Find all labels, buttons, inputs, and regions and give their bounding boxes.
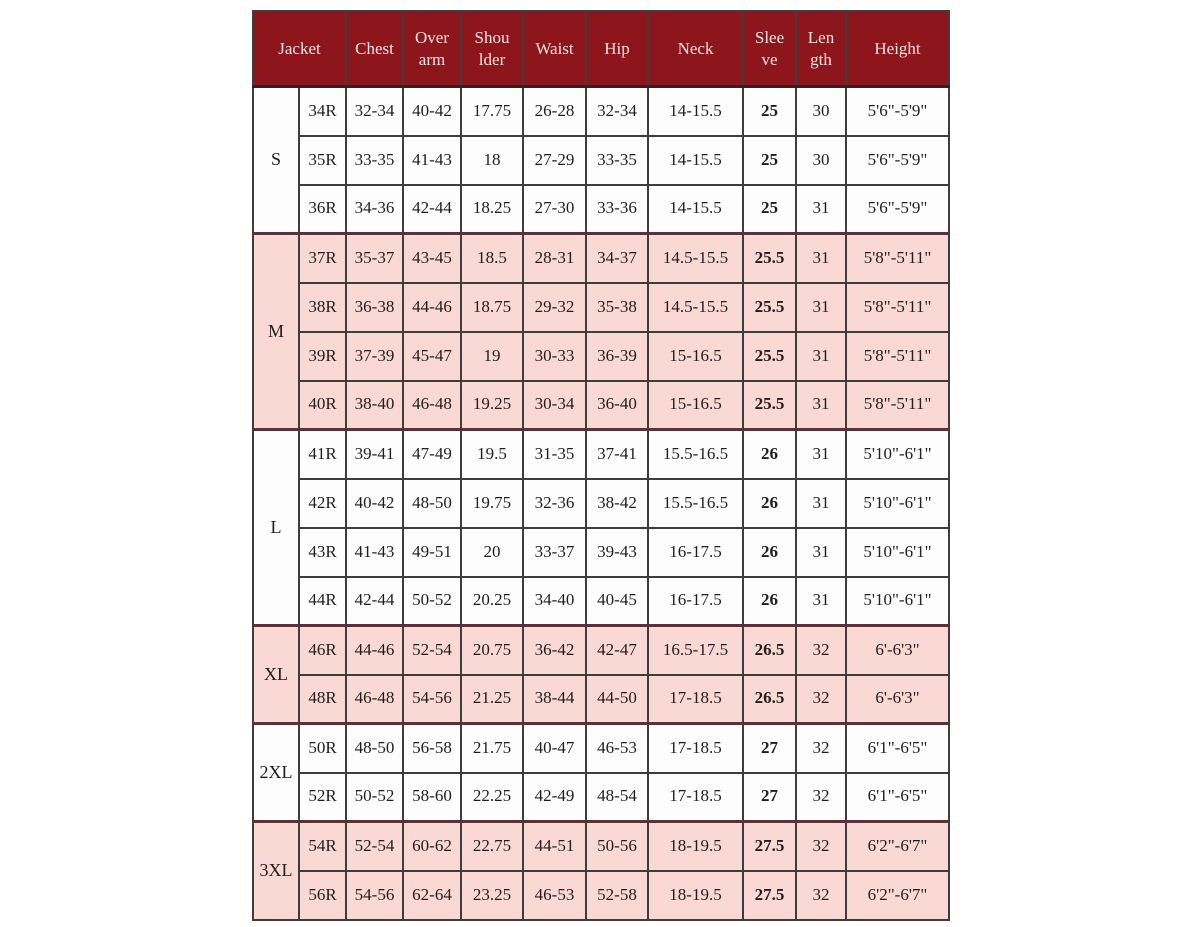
cell-shoulder: 20 [461,528,523,577]
cell-height: 5'10"-6'1" [846,430,949,479]
cell-height: 5'6"-5'9" [846,87,949,136]
cell-sleeve: 27.5 [743,822,796,871]
cell-chest: 50-52 [346,773,403,822]
cell-size: 43R [299,528,346,577]
cell-shoulder: 19.5 [461,430,523,479]
cell-shoulder: 18.5 [461,234,523,283]
cell-waist: 30-33 [523,332,586,381]
table-row [253,430,949,479]
cell-height: 6'-6'3" [846,626,949,675]
cell-shoulder: 18.25 [461,185,523,234]
cell-overarm: 49-51 [403,528,461,577]
group-cell-s: S [253,87,299,234]
cell-neck: 18-19.5 [648,822,743,871]
cell-sleeve: 25 [743,136,796,185]
header-overarm: Over arm [403,11,461,87]
cell-neck: 15-16.5 [648,381,743,430]
group-cell-2xl: 2XL [253,724,299,822]
cell-hip: 42-47 [586,626,648,675]
cell-height: 6'-6'3" [846,675,949,724]
cell-neck: 17-18.5 [648,675,743,724]
cell-overarm: 56-58 [403,724,461,773]
cell-waist: 28-31 [523,234,586,283]
cell-sleeve: 26 [743,528,796,577]
cell-length: 31 [796,234,846,283]
cell-overarm: 62-64 [403,871,461,920]
cell-hip: 33-36 [586,185,648,234]
cell-chest: 40-42 [346,479,403,528]
cell-overarm: 44-46 [403,283,461,332]
table-header [253,11,949,87]
cell-neck: 15.5-16.5 [648,479,743,528]
cell-neck: 14.5-15.5 [648,234,743,283]
cell-sleeve: 25.5 [743,381,796,430]
cell-height: 5'8"-5'11" [846,332,949,381]
cell-chest: 42-44 [346,577,403,626]
cell-overarm: 47-49 [403,430,461,479]
cell-length: 32 [796,675,846,724]
cell-waist: 27-29 [523,136,586,185]
table-row [253,381,949,430]
table-row [253,871,949,920]
cell-length: 32 [796,724,846,773]
cell-size: 54R [299,822,346,871]
header-row [253,11,949,87]
cell-overarm: 43-45 [403,234,461,283]
cell-chest: 34-36 [346,185,403,234]
cell-height: 5'6"-5'9" [846,185,949,234]
size-chart-table [252,10,950,921]
cell-shoulder: 21.25 [461,675,523,724]
cell-hip: 36-39 [586,332,648,381]
cell-length: 32 [796,626,846,675]
header-height: Height [846,11,949,87]
cell-hip: 36-40 [586,381,648,430]
cell-sleeve: 25 [743,185,796,234]
table-row [253,773,949,822]
cell-chest: 52-54 [346,822,403,871]
cell-size: 34R [299,87,346,136]
cell-shoulder: 19.25 [461,381,523,430]
cell-sleeve: 26.5 [743,675,796,724]
cell-waist: 26-28 [523,87,586,136]
cell-size: 52R [299,773,346,822]
cell-length: 31 [796,577,846,626]
cell-overarm: 40-42 [403,87,461,136]
cell-size: 37R [299,234,346,283]
cell-height: 6'1"-6'5" [846,724,949,773]
cell-height: 5'8"-5'11" [846,234,949,283]
cell-size: 39R [299,332,346,381]
cell-neck: 16-17.5 [648,528,743,577]
cell-size: 36R [299,185,346,234]
cell-hip: 40-45 [586,577,648,626]
cell-neck: 17-18.5 [648,724,743,773]
cell-shoulder: 19.75 [461,479,523,528]
cell-hip: 50-56 [586,822,648,871]
cell-chest: 41-43 [346,528,403,577]
cell-length: 31 [796,479,846,528]
cell-hip: 52-58 [586,871,648,920]
table-row [253,822,949,871]
cell-height: 6'2"-6'7" [846,822,949,871]
cell-height: 6'1"-6'5" [846,773,949,822]
header-length: Len gth [796,11,846,87]
header-hip: Hip [586,11,648,87]
cell-sleeve: 25 [743,87,796,136]
cell-neck: 16-17.5 [648,577,743,626]
table-row [253,528,949,577]
cell-height: 5'8"-5'11" [846,283,949,332]
group-cell-3xl: 3XL [253,822,299,920]
cell-chest: 44-46 [346,626,403,675]
cell-chest: 32-34 [346,87,403,136]
cell-overarm: 54-56 [403,675,461,724]
table-row [253,234,949,283]
cell-chest: 54-56 [346,871,403,920]
cell-sleeve: 27.5 [743,871,796,920]
header-waist: Waist [523,11,586,87]
header-shoulder: Shou lder [461,11,523,87]
cell-chest: 36-38 [346,283,403,332]
cell-waist: 34-40 [523,577,586,626]
header-chest: Chest [346,11,403,87]
cell-overarm: 46-48 [403,381,461,430]
cell-shoulder: 19 [461,332,523,381]
cell-shoulder: 23.25 [461,871,523,920]
cell-hip: 38-42 [586,479,648,528]
cell-hip: 46-53 [586,724,648,773]
group-cell-l: L [253,430,299,626]
cell-waist: 29-32 [523,283,586,332]
table-row [253,675,949,724]
cell-shoulder: 18.75 [461,283,523,332]
cell-size: 40R [299,381,346,430]
cell-chest: 38-40 [346,381,403,430]
cell-neck: 14-15.5 [648,185,743,234]
cell-height: 6'2"-6'7" [846,871,949,920]
cell-sleeve: 26 [743,577,796,626]
cell-length: 30 [796,136,846,185]
cell-waist: 31-35 [523,430,586,479]
cell-length: 31 [796,283,846,332]
cell-size: 48R [299,675,346,724]
cell-overarm: 48-50 [403,479,461,528]
cell-waist: 33-37 [523,528,586,577]
cell-size: 56R [299,871,346,920]
cell-sleeve: 27 [743,773,796,822]
cell-size: 50R [299,724,346,773]
cell-neck: 15-16.5 [648,332,743,381]
cell-length: 31 [796,185,846,234]
cell-shoulder: 18 [461,136,523,185]
cell-shoulder: 22.75 [461,822,523,871]
cell-overarm: 50-52 [403,577,461,626]
cell-waist: 27-30 [523,185,586,234]
cell-height: 5'8"-5'11" [846,381,949,430]
cell-waist: 42-49 [523,773,586,822]
cell-hip: 44-50 [586,675,648,724]
cell-overarm: 45-47 [403,332,461,381]
table-row [253,283,949,332]
cell-chest: 39-41 [346,430,403,479]
group-cell-xl: XL [253,626,299,724]
group-cell-m: M [253,234,299,430]
cell-overarm: 42-44 [403,185,461,234]
table-row [253,332,949,381]
cell-height: 5'10"-6'1" [846,528,949,577]
cell-shoulder: 21.75 [461,724,523,773]
cell-neck: 18-19.5 [648,871,743,920]
cell-shoulder: 17.75 [461,87,523,136]
cell-hip: 48-54 [586,773,648,822]
cell-waist: 38-44 [523,675,586,724]
cell-height: 5'6"-5'9" [846,136,949,185]
cell-length: 32 [796,773,846,822]
cell-sleeve: 25.5 [743,283,796,332]
cell-sleeve: 25.5 [743,234,796,283]
cell-waist: 36-42 [523,626,586,675]
cell-height: 5'10"-6'1" [846,577,949,626]
cell-waist: 40-47 [523,724,586,773]
cell-waist: 44-51 [523,822,586,871]
cell-neck: 15.5-16.5 [648,430,743,479]
cell-hip: 33-35 [586,136,648,185]
cell-size: 44R [299,577,346,626]
cell-hip: 39-43 [586,528,648,577]
cell-sleeve: 26.5 [743,626,796,675]
cell-chest: 46-48 [346,675,403,724]
table-row [253,479,949,528]
cell-size: 38R [299,283,346,332]
cell-overarm: 58-60 [403,773,461,822]
cell-overarm: 41-43 [403,136,461,185]
cell-size: 41R [299,430,346,479]
table-row [253,626,949,675]
cell-chest: 35-37 [346,234,403,283]
cell-neck: 14-15.5 [648,87,743,136]
cell-waist: 46-53 [523,871,586,920]
cell-size: 35R [299,136,346,185]
table-row [253,724,949,773]
cell-length: 31 [796,332,846,381]
cell-neck: 16.5-17.5 [648,626,743,675]
cell-chest: 33-35 [346,136,403,185]
cell-shoulder: 22.25 [461,773,523,822]
cell-neck: 14.5-15.5 [648,283,743,332]
cell-shoulder: 20.75 [461,626,523,675]
header-jacket: Jacket [253,11,346,87]
cell-sleeve: 26 [743,479,796,528]
cell-shoulder: 20.25 [461,577,523,626]
cell-length: 30 [796,87,846,136]
cell-height: 5'10"-6'1" [846,479,949,528]
cell-sleeve: 27 [743,724,796,773]
cell-hip: 37-41 [586,430,648,479]
cell-length: 32 [796,822,846,871]
cell-waist: 32-36 [523,479,586,528]
cell-neck: 14-15.5 [648,136,743,185]
cell-sleeve: 26 [743,430,796,479]
table-row [253,577,949,626]
cell-size: 46R [299,626,346,675]
cell-hip: 35-38 [586,283,648,332]
cell-sleeve: 25.5 [743,332,796,381]
table-row [253,87,949,136]
cell-chest: 37-39 [346,332,403,381]
header-sleeve: Slee ve [743,11,796,87]
cell-size: 42R [299,479,346,528]
cell-overarm: 52-54 [403,626,461,675]
cell-neck: 17-18.5 [648,773,743,822]
cell-hip: 34-37 [586,234,648,283]
table-row [253,185,949,234]
cell-length: 31 [796,528,846,577]
cell-chest: 48-50 [346,724,403,773]
table-row [253,136,949,185]
cell-length: 31 [796,430,846,479]
cell-overarm: 60-62 [403,822,461,871]
cell-hip: 32-34 [586,87,648,136]
cell-length: 31 [796,381,846,430]
cell-length: 32 [796,871,846,920]
header-neck: Neck [648,11,743,87]
cell-waist: 30-34 [523,381,586,430]
table-body [253,87,949,920]
